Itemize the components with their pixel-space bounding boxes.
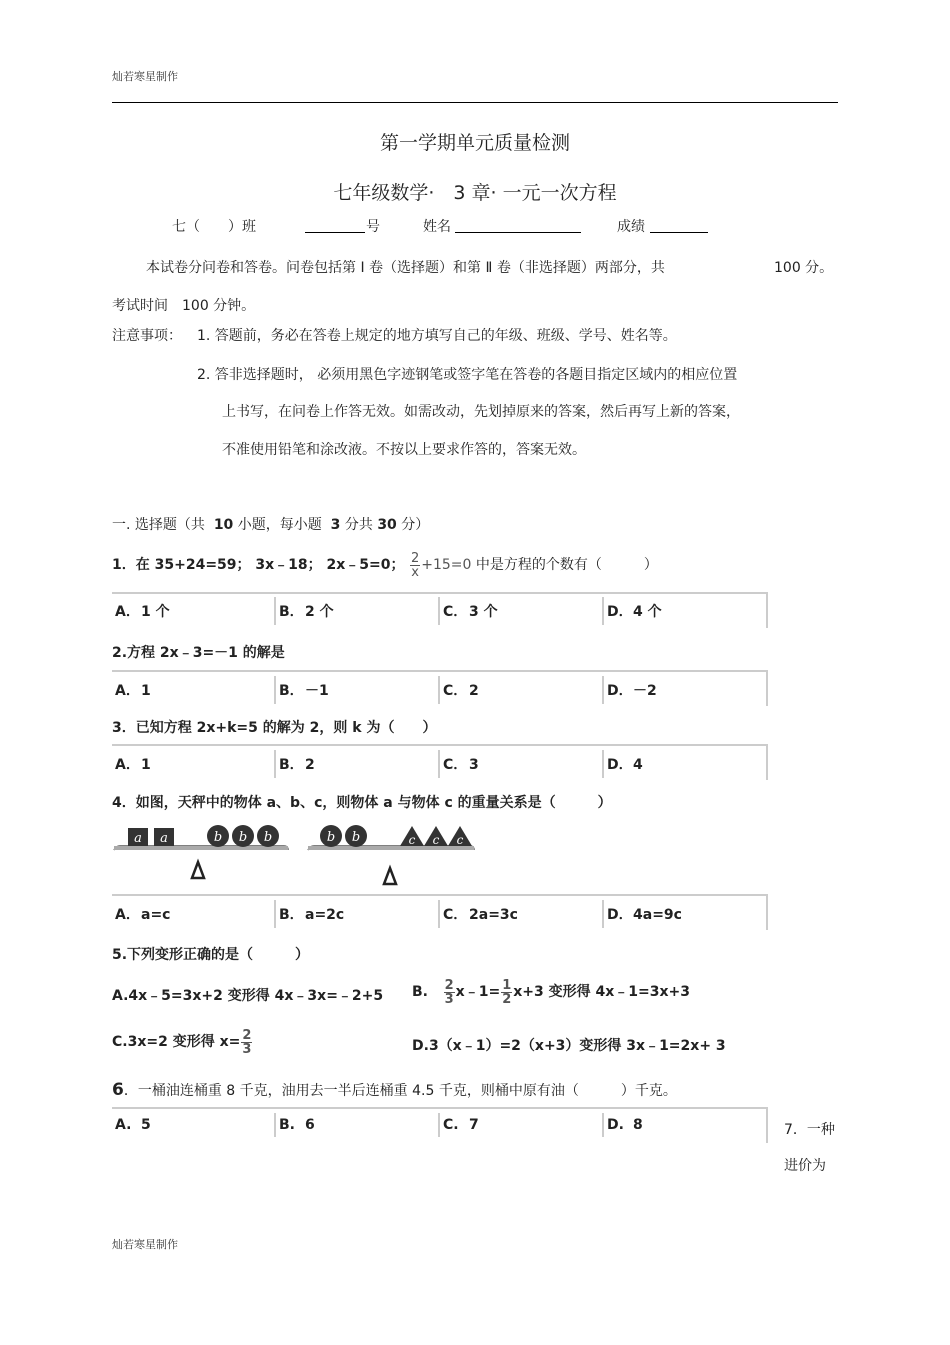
q6-option-a[interactable]: A. 5 <box>112 1117 276 1133</box>
q6-option-b[interactable]: B. 6 <box>276 1117 440 1133</box>
q3-option-b[interactable]: B．2 <box>276 754 440 774</box>
name-field[interactable] <box>455 218 581 237</box>
question-4: 4．如图，天秤中的物体 a、b、c，则物体 a 与物体 c 的重量关系是（ ） <box>112 795 612 811</box>
balance-scale-left <box>114 825 288 878</box>
svg-text:b: b <box>213 830 223 845</box>
notes-label: 注意事项： <box>112 328 182 344</box>
q2-option-a[interactable]: A．1 <box>112 680 276 700</box>
page-footer: 灿若寒星制作 <box>112 1238 178 1251</box>
q2-option-c[interactable]: C． 2 <box>440 680 604 700</box>
question-5: 5.下列变形正确的是（ ） <box>112 947 310 963</box>
exam-title: 第一学期单元质量检测 <box>379 132 570 154</box>
q5-option-c[interactable]: C.3x=2 变形得 x= $\frac{2}{3}$ <box>112 1027 252 1057</box>
question-2: 2.方程 2x﹣3=－1 的解是 <box>112 645 285 661</box>
note-2a: 2. 答非选择题时， 必须用黑色字迹钢笔或签字笔在答卷的各题目指定区域内的相应位置 <box>197 367 738 383</box>
q1-option-b[interactable]: B．2 个 <box>276 601 440 621</box>
q4-options <box>112 904 768 924</box>
q1-fraction: $\frac{2}{x}$ <box>410 550 420 580</box>
q5-option-a[interactable]: A.4x﹣5=3x+2 变形得 4x﹣3x=﹣2+5 <box>112 988 384 1004</box>
svg-text:c: c <box>456 833 464 847</box>
q2-options <box>112 680 768 700</box>
q6-option-d[interactable]: D. 8 <box>604 1117 768 1133</box>
q4-option-a[interactable]: A．a=c <box>112 904 276 924</box>
q5c-frac: $\frac{2}{3}$ <box>242 1027 252 1057</box>
svg-text:a: a <box>160 831 168 846</box>
q3-option-d[interactable]: D．4 <box>604 754 768 774</box>
svg-text:b: b <box>351 830 361 845</box>
svg-text:c: c <box>432 833 440 847</box>
svg-text:b: b <box>263 830 273 845</box>
question-6: 6．一桶油连桶重 8 千克，油用去一半后连桶重 4.5 千克，则桶中原有油（ ）千克。 <box>112 1080 677 1100</box>
q4-option-d[interactable]: D．4a=9c <box>604 904 768 924</box>
q6-options <box>112 1117 768 1133</box>
exam-subtitle: 七年级数学· 3 章· 一元一次方程 <box>333 182 617 204</box>
number-label: 号 <box>366 219 380 235</box>
header-rule <box>112 102 838 103</box>
q2-option-d[interactable]: D．－2 <box>604 680 768 700</box>
class-label: 七（ ）班 <box>172 219 256 235</box>
q4-option-c[interactable]: C． 2a=3c <box>440 904 604 924</box>
q1-options <box>112 601 768 621</box>
intro-line2: 考试时间 100 分钟。 <box>112 298 256 314</box>
note-2c: 不准使用铅笔和涂改液。不按以上要求作答的，答案无效。 <box>222 442 586 458</box>
name-label: 姓名 <box>423 219 451 235</box>
question-3: 3．已知方程 2x+k=5 的解为 2，则 k 为（ ） <box>112 720 437 736</box>
page-header: 灿若寒星制作 <box>112 70 178 83</box>
q3-option-a[interactable]: A．1 <box>112 754 276 774</box>
q5b-frac-1: $\frac{2}{3}$ <box>444 977 454 1007</box>
question-7-line1: 7．一种 <box>784 1122 835 1138</box>
section1-heading: 一. 选择题（共 10 小题，每小题 3 分共 30 分） <box>112 517 430 533</box>
q3-options <box>112 754 768 774</box>
q5-option-b[interactable]: B. $\frac{2}{3}$ x﹣1= $\frac{1}{2}$ x+3 变形得 4x﹣1=3x+3 <box>412 977 690 1007</box>
score-field[interactable] <box>650 218 708 237</box>
q5-option-d[interactable]: D.3（x﹣1）=2（x+3）变形得 3x﹣1=2x+ 3 <box>412 1038 726 1054</box>
question-7-line2: 进价为 <box>784 1158 826 1174</box>
q5b-frac-2: $\frac{1}{2}$ <box>502 977 512 1007</box>
q3-option-c[interactable]: C． 3 <box>440 754 604 774</box>
intro-total: 100 分。 <box>774 260 834 276</box>
score-label: 成绩 <box>617 219 645 235</box>
svg-text:c: c <box>408 833 416 847</box>
q1-option-a[interactable]: A．1 个 <box>112 601 276 621</box>
question-1: 1．在 35+24=59； 3x﹣18； 2x﹣5=0； $\frac{2}{x}$ +15=0 中是方程的个数有（ ） <box>112 550 658 580</box>
q2-option-b[interactable]: B．－1 <box>276 680 440 700</box>
svg-text:b: b <box>326 830 336 845</box>
q4-option-b[interactable]: B．a=2c <box>276 904 440 924</box>
svg-text:b: b <box>238 830 248 845</box>
svg-text:a: a <box>134 831 142 846</box>
q6-option-c[interactable]: C. 7 <box>440 1117 604 1133</box>
intro-line1: 本试卷分问卷和答卷。问卷包括第 Ⅰ 卷（选择题）和第 Ⅱ 卷（非选择题）两部分，共 <box>146 260 665 276</box>
q1-option-c[interactable]: C． 3 个 <box>440 601 604 621</box>
number-field[interactable] <box>305 218 365 237</box>
balance-figure <box>112 822 482 888</box>
balance-scale-right <box>308 825 474 884</box>
note-2b: 上书写，在问卷上作答无效。如需改动，先划掉原来的答案，然后再写上新的答案， <box>222 404 740 420</box>
note-1: 1. 答题前，务必在答卷上规定的地方填写自己的年级、班级、学号、姓名等。 <box>197 328 677 344</box>
q1-option-d[interactable]: D．4 个 <box>604 601 768 621</box>
